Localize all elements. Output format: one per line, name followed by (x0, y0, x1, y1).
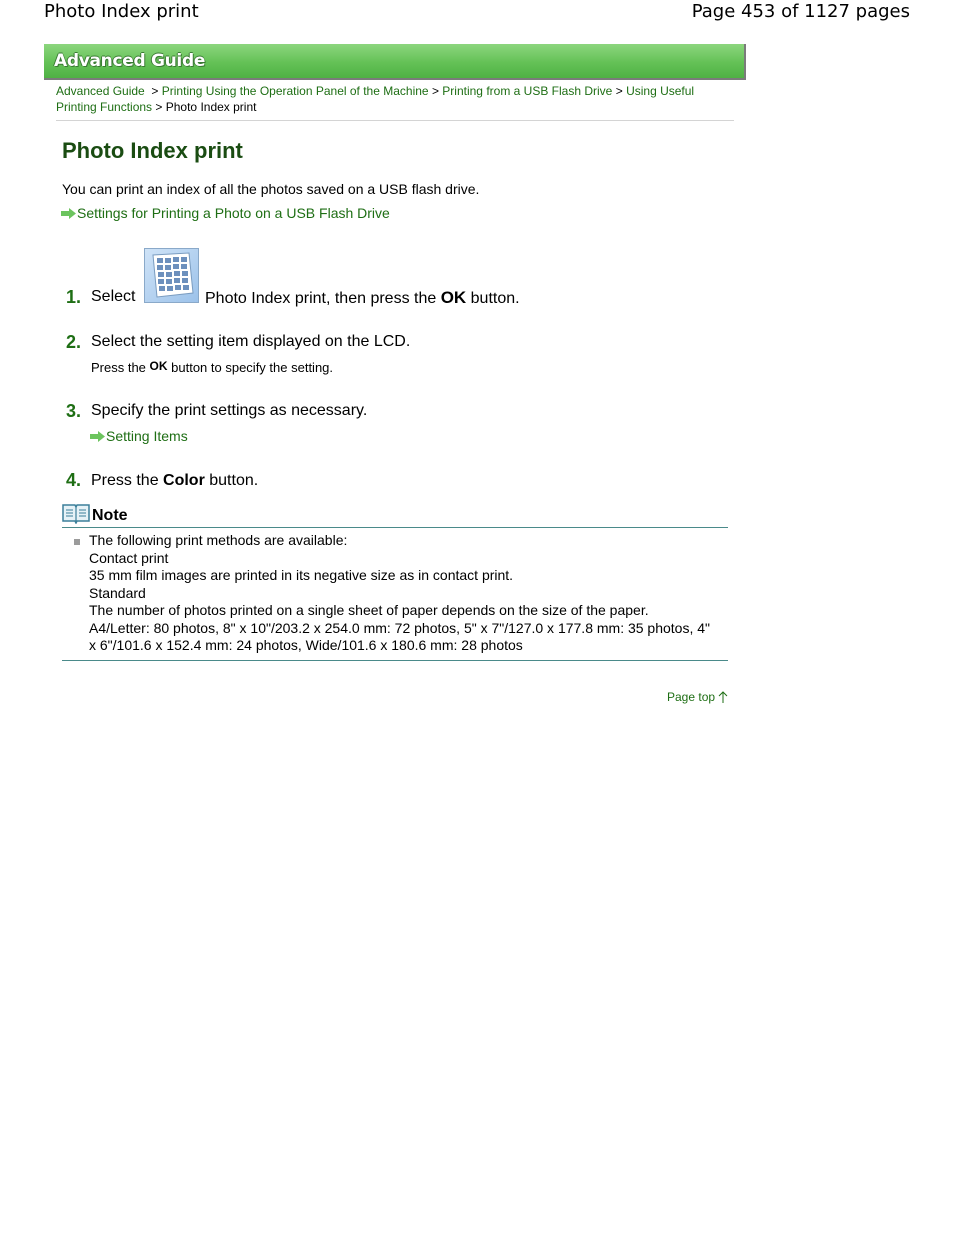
note-line: The number of photos printed on a single sheet of paper depends on the size of the paper. (89, 602, 649, 618)
page-header (0, 0, 954, 26)
breadcrumb-divider (56, 120, 734, 121)
note-line: x 6"/101.6 x 152.4 mm: 24 photos, Wide/101.6 x 180.6 mm: 28 photos (89, 637, 523, 653)
step-number: 4. (66, 470, 82, 490)
step-2-text: Select the setting item displayed on the LCD. (91, 333, 411, 350)
breadcrumb-link-useful-functions-2[interactable]: Printing Functions (56, 100, 153, 114)
breadcrumb (56, 83, 726, 115)
step-1-select: Select (91, 288, 136, 305)
arrow-right-icon (90, 431, 105, 442)
settings-link[interactable] (61, 205, 390, 221)
page-heading: Photo Index print (62, 138, 243, 163)
breadcrumb-link-operation-panel[interactable]: Printing Using the Operation Panel of the Machine (161, 84, 429, 98)
breadcrumb-link-useful-functions-1[interactable]: Using Useful (626, 84, 695, 98)
step-4-text (91, 472, 258, 490)
up-arrow-icon (718, 691, 728, 703)
setting-items-link[interactable] (90, 428, 188, 444)
page-top-link[interactable] (667, 690, 728, 704)
page-top-label: Page top (667, 690, 716, 704)
note-line: Standard (89, 584, 146, 601)
intro-text: You can print an index of all the photos saved on a USB flash drive. (62, 181, 480, 197)
note-divider-top (62, 527, 728, 528)
note-body (89, 532, 719, 655)
breadcrumb-link-advanced-guide[interactable]: Advanced Guide (56, 84, 145, 98)
note-line: The following print methods are available: (89, 532, 348, 548)
note-title: Note (92, 507, 128, 524)
arrow-right-icon (61, 208, 76, 219)
step-1-instruction (205, 288, 520, 308)
settings-link-label: Settings for Printing a Photo on a USB Flash Drive (77, 205, 390, 221)
step-4-end: button. (204, 472, 259, 489)
step-1-end: button. (466, 290, 520, 307)
ok-key-label: OK (149, 359, 168, 373)
step-number: 2. (66, 332, 82, 352)
note-divider-bottom (62, 660, 728, 661)
step-number: 3. (66, 401, 82, 421)
breadcrumb-current: Photo Index print (165, 100, 257, 114)
breadcrumb-separator: > (148, 84, 162, 98)
step-4-before: Press the (91, 472, 164, 489)
step-2-sub-after: button to specify the setting. (167, 360, 334, 375)
setting-items-label: Setting Items (106, 428, 188, 444)
breadcrumb-separator: > (615, 84, 623, 98)
banner-label: Advanced Guide (54, 51, 206, 71)
breadcrumb-separator: > (155, 100, 163, 114)
step-2-sub-before: Press the (91, 360, 150, 375)
note-line: A4/Letter: 80 photos, 8" x 10"/203.2 x 254.0 mm: 72 photos, 5" x 7"/127.0 x 177.8 mm: 35 photos, 4" (89, 619, 711, 636)
step-1-after: Photo Index print, then press the (205, 290, 441, 307)
page-title-header: Photo Index print (44, 1, 199, 22)
breadcrumb-separator: > (431, 84, 439, 98)
breadcrumb-link-usb-flash-drive[interactable]: Printing from a USB Flash Drive (442, 84, 613, 98)
step-3-text: Specify the print settings as necessary. (91, 402, 368, 419)
note-book-icon (62, 502, 90, 524)
step-number: 1. (66, 287, 82, 307)
advanced-guide-banner (44, 44, 746, 80)
step-2-subtext (91, 359, 333, 375)
ok-key-label: OK (440, 288, 467, 307)
bullet-icon (74, 539, 80, 545)
page-number: Page 453 of 1127 pages (691, 1, 910, 22)
note-line: Contact print (89, 549, 169, 566)
photo-index-icon (144, 248, 199, 303)
note-line: 35 mm film images are printed in its negative size as in contact print. (89, 567, 514, 583)
color-key-label: Color (163, 472, 205, 489)
step-1-text (91, 288, 135, 306)
